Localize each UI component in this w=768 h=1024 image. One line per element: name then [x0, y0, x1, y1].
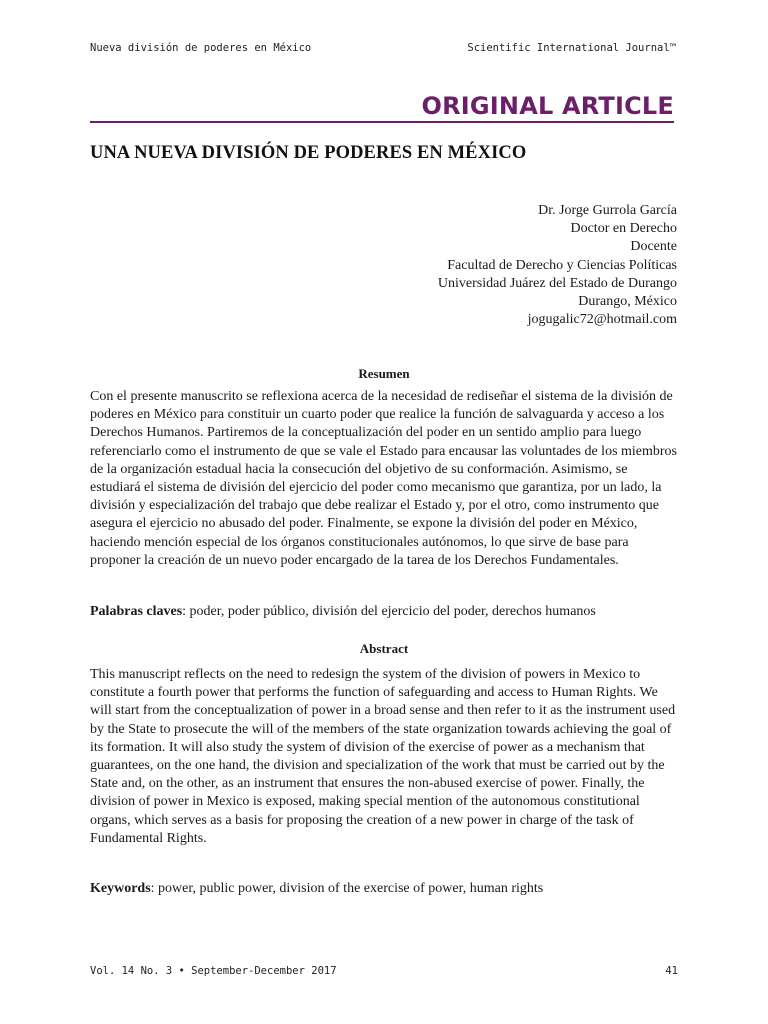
article-type-label: ORIGINAL ARTICLE: [421, 92, 674, 120]
resumen-heading: Resumen: [358, 366, 410, 381]
palabras-claves-label: Palabras claves: [90, 604, 183, 619]
keywords-label: Keywords: [90, 881, 151, 896]
abstract-heading: Abstract: [359, 641, 409, 656]
page-number: 41: [665, 965, 678, 977]
abstract-body: This manuscript reflects on the need to redesign the system of the division of powers in Mexico to constitute a fourth power that performs the function of safeguarding and access to Human Rights. We will start from the conceptualization of power in a broad sense and then refer to it as the instrument used by the State to prosecute the will of the members of the state organization towards achieving the goal of its formation. It will also study the system of division of the exercise of power as a mechanism that guarantees, on the one hand, the division and specialization of the work that must be carried out by the State and, on the other, as an instrument that ensures the non-abused exercise of power. Finally, the division of power in Mexico is exposed, making special mention of the autonomous constitutional organs, which serves as a basis for proposing the creation of a new power in charge of the task of Fundamental Rights.: [90, 667, 676, 846]
author-location: Durango, México: [578, 294, 677, 310]
author-position: Docente: [630, 239, 677, 255]
running-header-right: Scientific International Journal™: [467, 42, 676, 54]
article-title: UNA NUEVA DIVISIÓN DE PODERES EN MÉXICO: [90, 143, 527, 163]
article-type-banner: [90, 92, 674, 124]
author-university: Universidad Juárez del Estado de Durango: [437, 275, 677, 291]
article-type-rule: [90, 121, 674, 123]
author-name: Dr. Jorge Gurrola García: [538, 203, 677, 218]
page-footer: [90, 965, 678, 977]
keywords: [90, 881, 543, 897]
author-block: [438, 202, 677, 329]
keywords-text: : power, public power, division of the exercise of power, human rights: [150, 881, 544, 896]
running-header-left: Nueva división de poderes en México: [90, 42, 312, 54]
palabras-claves: [90, 604, 596, 620]
author-email: jogugalic72@hotmail.com: [527, 312, 677, 328]
author-faculty: Facultad de Derecho y Ciencias Políticas: [447, 257, 677, 273]
author-degree: Doctor en Derecho: [570, 221, 677, 237]
running-header: [90, 42, 676, 54]
palabras-claves-text: : poder, poder público, división del ejercicio del poder, derechos humanos: [182, 604, 596, 619]
footer-issue: Vol. 14 No. 3 • September-December 2017: [90, 965, 337, 977]
resumen-body: Con el presente manuscrito se reflexiona acerca de la necesidad de rediseñar el sistema de la división de poderes en México para constituir un cuarto poder que realice la función de salvaguarda y acceso a los Derechos Humanos. Partiremos de la conceptualización del poder en un sentido amplio para luego referenciarlo como el instrumento de que se vale el Estado para encausar las voluntades de los miembros de la organización estadual hacia la consecución del objetivo de su conformación. Asimismo, se estudiará el sistema de división del ejercicio del poder como mecanismo que garantiza, por un lado, la división y especialización del trabajo que debe realizar el Estado y, por el otro, como instrumento que asegura el ejercicio no abusado del poder. Finalmente, se expone la división del poder en México, haciendo mención especial de los órganos constitucionales autónomos, lo que sirve de base para proponer la creación de un nuevo poder encargado de la tarea de los Derechos Fundamentales.: [90, 389, 678, 568]
